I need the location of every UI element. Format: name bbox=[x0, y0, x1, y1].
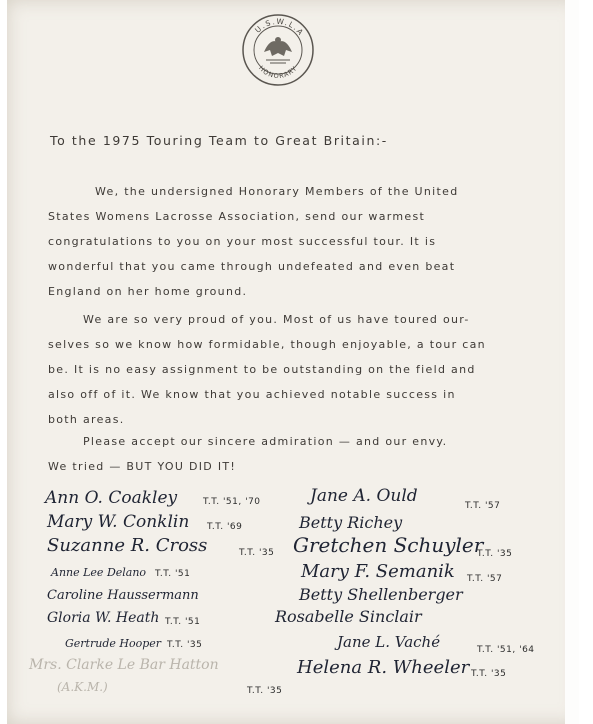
paper-edge bbox=[565, 0, 579, 724]
touring-team-year: T.T. '35 bbox=[471, 669, 507, 679]
body-line: States Womens Lacrosse Association, send our warmest bbox=[48, 210, 426, 223]
seal-top-text: U.S.W.L.A bbox=[253, 16, 306, 38]
touring-team-year: T.T. '57 bbox=[467, 574, 503, 584]
signature: Gertrude Hooper bbox=[65, 637, 162, 650]
faint-signature: Mrs. Clarke Le Bar Hatton bbox=[29, 657, 219, 673]
body-line: both areas. bbox=[48, 413, 125, 426]
body-line: selves so we know how formidable, though enjoyable, a tour can bbox=[48, 338, 486, 351]
signature: Rosabelle Sinclair bbox=[275, 607, 422, 626]
eagle-icon bbox=[264, 41, 292, 56]
touring-team-year: T.T. '57 bbox=[465, 501, 501, 511]
body-line: wonderful that you came through undefeated and even beat bbox=[48, 260, 456, 273]
body-line: England on her home ground. bbox=[48, 285, 248, 298]
seal-bottom-text: HONORARY bbox=[256, 64, 299, 81]
signature: Gretchen Schuyler bbox=[293, 533, 484, 557]
touring-team-year: T.T. '51, '70 bbox=[203, 497, 261, 507]
signature: Betty Richey bbox=[299, 513, 403, 532]
signature: Gloria W. Heath bbox=[47, 610, 160, 626]
touring-team-year: T.T. '35 bbox=[247, 686, 283, 696]
signature: Anne Lee Delano bbox=[51, 566, 147, 579]
signature: Jane A. Ould bbox=[310, 486, 418, 506]
signature: Betty Shellenberger bbox=[299, 585, 463, 604]
touring-team-year: T.T. '51 bbox=[155, 569, 191, 579]
touring-team-year: T.T. '35 bbox=[167, 640, 203, 650]
touring-team-year: T.T. '35 bbox=[477, 549, 513, 559]
body-line: Please accept our sincere admiration — and our envy. bbox=[83, 435, 448, 448]
body-line: also off of it. We know that you achieved notable success in bbox=[48, 388, 456, 401]
signature: Suzanne R. Cross bbox=[47, 535, 208, 556]
signature: Caroline Haussermann bbox=[47, 588, 199, 603]
signature: Mary F. Semanik bbox=[301, 561, 455, 582]
letter-heading: To the 1975 Touring Team to Great Britain:- bbox=[50, 133, 388, 148]
signature: Jane L. Vaché bbox=[337, 633, 441, 651]
svg-text:HONORARY bbox=[257, 64, 299, 80]
body-line: be. It is no easy assignment to be outstanding on the field and bbox=[48, 363, 476, 376]
uswla-seal bbox=[240, 12, 316, 88]
body-line: We are so very proud of you. Most of us have toured our- bbox=[83, 313, 470, 326]
touring-team-year: T.T. '35 bbox=[239, 548, 275, 558]
signature: Mary W. Conklin bbox=[47, 512, 190, 532]
body-line: We, the undersigned Honorary Members of the United bbox=[95, 185, 459, 198]
body-line: We tried — BUT YOU DID IT! bbox=[48, 460, 237, 473]
touring-team-year: T.T. '51 bbox=[165, 617, 201, 627]
touring-team-year: T.T. '51, '64 bbox=[477, 645, 535, 655]
faint-signature-note: (A.K.M.) bbox=[57, 680, 108, 694]
body-line: congratulations to you on your most successful tour. It is bbox=[48, 235, 437, 248]
signature: Helena R. Wheeler bbox=[297, 657, 470, 678]
signature: Ann O. Coakley bbox=[45, 488, 178, 508]
touring-team-year: T.T. '69 bbox=[207, 522, 243, 532]
letter-page bbox=[7, 0, 579, 724]
